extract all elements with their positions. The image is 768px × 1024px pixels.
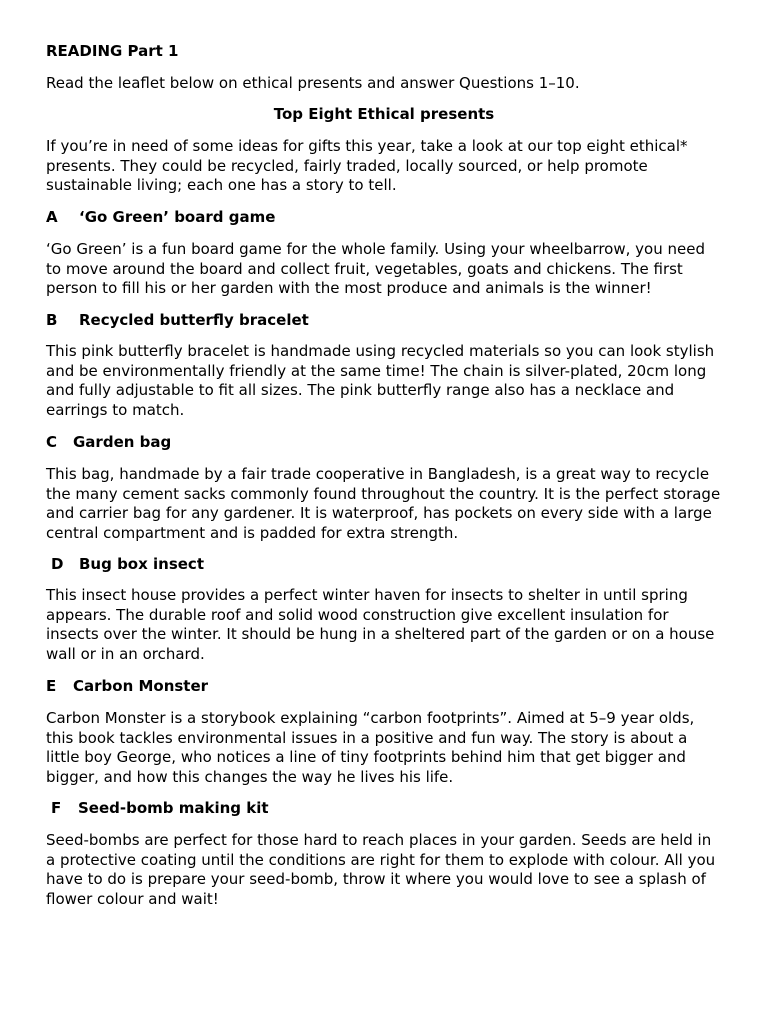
section-e-title: Carbon Monster <box>73 677 209 695</box>
section-a-heading <box>46 208 722 228</box>
section-f-letter: F <box>51 799 62 817</box>
section-a-title: ‘Go Green’ board game <box>79 208 276 226</box>
section-f-text: Seed-bombs are perfect for those hard to reach places in your garden. Seeds are held in a protective coating until the conditions are right for them to explode with colour. All you have to do is prepare your seed-bomb, throw it where you would love to see a splash of flower colour and wait! <box>46 831 716 908</box>
section-b-text: This pink butterfly bracelet is handmade using recycled materials so you can look stylish and be environmentally friendly at the same time! The chain is silver-plated, 20cm long and fully adjustable to fit all sizes. The pink butterfly range also has a necklace and earrings to match. <box>46 342 715 419</box>
section-d-title: Bug box insect <box>79 555 204 573</box>
section-a-text: ‘Go Green’ is a fun board game for the whole family. Using your wheelbarrow, you need to move around the board and collect fruit, vegetables, goats and chickens. The first person to fill his or her garden with the most produce and animals is the winner! <box>46 240 705 298</box>
instructions: Read the leaflet below on ethical presents and answer Questions 1–10. <box>46 74 580 92</box>
section-b-heading <box>46 311 722 331</box>
section-f-title: Seed-bomb making kit <box>78 799 269 817</box>
section-c-text: This bag, handmade by a fair trade cooperative in Bangladesh, is a great way to recycle the many cement sacks commonly found throughout the country. It is the perfect storage and carrier bag for any gardener. It is waterproof, has pockets on every side with a large central compartment and is padded for extra strength. <box>46 465 721 542</box>
reading-heading: READING Part 1 <box>46 42 179 60</box>
section-e-heading <box>46 677 722 697</box>
section-b-title: Recycled butterfly bracelet <box>79 311 309 329</box>
section-c-heading <box>46 433 722 453</box>
section-d-letter: D <box>51 555 64 573</box>
leaflet-title: Top Eight Ethical presents <box>273 105 495 123</box>
section-b-letter: B <box>46 311 58 329</box>
section-e-text: Carbon Monster is a storybook explaining “carbon footprints”. Aimed at 5–9 year olds, this book tackles environmental issues in a positive and fun way. The story is about a little boy George, who notices a line of tiny footprints behind him that get bigger and bigger, and how this changes the way he lives his life. <box>46 709 695 786</box>
section-e-letter: E <box>46 677 57 695</box>
section-c-title: Garden bag <box>73 433 172 451</box>
section-d-text: This insect house provides a perfect winter haven for insects to shelter in until spring appears. The durable roof and solid wood construction give excellent insulation for insects over the winter. It should be hung in a sheltered part of the garden or on a house wall or in an orchard. <box>46 586 715 663</box>
section-c-letter: C <box>46 433 58 451</box>
section-a-letter: A <box>46 208 58 226</box>
section-d-heading <box>46 555 722 575</box>
section-f-heading <box>46 799 722 819</box>
intro-paragraph: If you’re in need of some ideas for gifts this year, take a look at our top eight ethical* presents. They could be recycled, fairly traded, locally sourced, or help promote sustainable living; each one has a story to tell. <box>46 137 688 195</box>
